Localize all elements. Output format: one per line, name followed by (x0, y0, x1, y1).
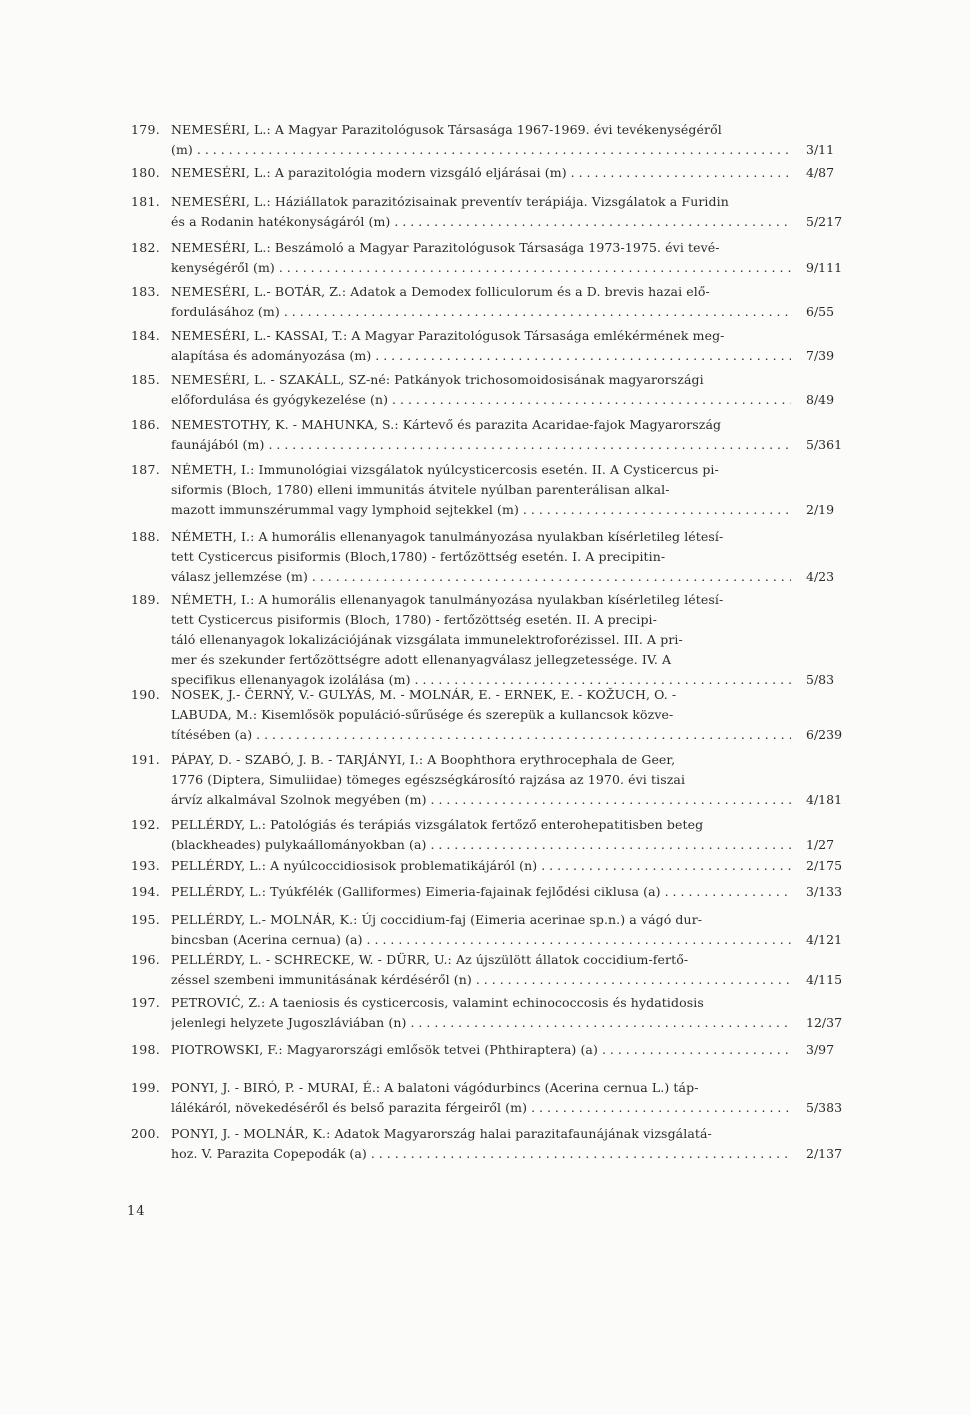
entry-text (171, 163, 791, 183)
entry-line: LABUDA, M.: Kisemlősök populáció-sűrűsége és szerepük a kullancsok közve- (171, 707, 674, 722)
entry-line: NEMESÉRI, L.: A parazitológia modern vizsgáló eljárásai (m) . . . (171, 163, 791, 183)
entry-text (171, 326, 791, 366)
entry-line: (m) . . . (171, 140, 791, 160)
entry-number: 180. (131, 165, 161, 180)
entry-reference: 12/37 (806, 1015, 843, 1030)
entry-line: mazott immunszérummal vagy lymphoid sejtekkel (m) . . . (171, 500, 791, 520)
entry-number: 197. (131, 995, 161, 1010)
entry-line: NEMESÉRI, L.- KASSAI, T.: A Magyar Parazitológusok Társasága emlékérmének meg- (171, 328, 725, 343)
entry-line: mer és szekunder fertőzöttségre adott ellenanyagválasz jellegzetessége. IV. A (171, 652, 672, 667)
entry-line: PONYI, J. - MOLNÁR, K.: Adatok Magyarország halai parazitafaunájának vizsgálatá- (171, 1126, 712, 1141)
entry-reference: 4/181 (806, 792, 843, 807)
entry-line: kenységéről (m) . . . (171, 258, 791, 278)
entry-line: válasz jellemzése (m) . . . (171, 567, 791, 587)
entry-line: tett Cysticercus pisiformis (Bloch, 1780) - fertőzöttség esetén. II. A precipi- (171, 612, 657, 627)
entry-line: títésében (a) . . . (171, 725, 791, 745)
entry-text (171, 120, 791, 160)
entry-line: PETROVIĆ, Z.: A taeniosis és cysticercosis, valamint echinococcosis és hydatidosis (171, 995, 704, 1010)
entry-text (171, 415, 791, 455)
entry-number: 189. (131, 592, 161, 607)
entry-text (171, 856, 791, 876)
entry-number: 200. (131, 1126, 161, 1141)
entry-line: specifikus ellenanyagok izolálása (m) . . . (171, 670, 791, 690)
entry-reference: 6/55 (806, 304, 835, 319)
entry-reference: 1/27 (806, 837, 835, 852)
entry-text (171, 950, 791, 990)
entry-line: siformis (Bloch, 1780) elleni immunitás átvitele nyúlban parenterálisan alkal- (171, 482, 670, 497)
entry-line: 1776 (Diptera, Simuliidae) tömeges egészségkárosító rajzása az 1970. évi tiszai (171, 772, 686, 787)
entry-text (171, 993, 791, 1033)
entry-line: és a Rodanin hatékonyságáról (m) . . . (171, 212, 791, 232)
entry-line: NÉMETH, I.: A humorális ellenanyagok tanulmányozása nyulakban kísérletileg létesí- (171, 529, 724, 544)
entry-text (171, 1078, 791, 1118)
entry-text (171, 685, 791, 745)
entry-line: PELLÉRDY, L.- MOLNÁR, K.: Új coccidium-faj (Eimeria acerinae sp.n.) a vágó dur- (171, 912, 703, 927)
entry-line: árvíz alkalmával Szolnok megyében (m) . . . (171, 790, 791, 810)
entry-reference: 8/49 (806, 392, 835, 407)
entry-line: alapítása és adományozása (m) . . . (171, 346, 791, 366)
entry-number: 196. (131, 952, 161, 967)
entry-line: NEMESÉRI, L.- BOTÁR, Z.: Adatok a Demodex folliculorum és a D. brevis hazai elő- (171, 284, 710, 299)
entry-number: 199. (131, 1080, 161, 1095)
entry-number: 198. (131, 1042, 161, 1057)
entry-number: 192. (131, 817, 161, 832)
entry-line: PONYI, J. - BIRÓ, P. - MURAI, É.: A balatoni vágódurbincs (Acerina cernua L.) táp- (171, 1080, 699, 1095)
entry-reference: 3/97 (806, 1042, 835, 1057)
entry-reference: 4/23 (806, 569, 835, 584)
entry-reference: 4/121 (806, 932, 843, 947)
entry-number: 194. (131, 884, 161, 899)
entry-line: PELLÉRDY, L. - SCHRECKE, W. - DÜRR, U.: Az újszülött állatok coccidium-fertő- (171, 952, 689, 967)
entry-number: 184. (131, 328, 161, 343)
entry-number: 193. (131, 858, 161, 873)
entry-reference: 5/217 (806, 214, 843, 229)
entry-text (171, 527, 791, 587)
entry-reference: 5/83 (806, 672, 835, 687)
entry-reference: 5/361 (806, 437, 843, 452)
entry-reference: 3/11 (806, 142, 835, 157)
entry-line: hoz. V. Parazita Copepodák (a) . . . (171, 1144, 791, 1164)
entry-reference: 9/111 (806, 260, 843, 275)
entry-line: bincsban (Acerina cernua) (a) . . . (171, 930, 791, 950)
entry-text (171, 1124, 791, 1164)
entry-text (171, 590, 791, 690)
entry-line: NÉMETH, I.: Immunológiai vizsgálatok nyúlcysticercosis esetén. II. A Cysticercus pi- (171, 462, 719, 477)
entry-line: fordulásához (m) . . . (171, 302, 791, 322)
entry-reference: 7/39 (806, 348, 835, 363)
entry-text (171, 370, 791, 410)
entry-line: lálékáról, növekedéséről és belső parazita férgeiről (m) . . . (171, 1098, 791, 1118)
entry-text (171, 1040, 791, 1060)
entry-text (171, 460, 791, 520)
entry-line: PELLÉRDY, L.: Patológiás és terápiás vizsgálatok fertőző enterohepatitisben beteg (171, 817, 704, 832)
entry-reference: 2/137 (806, 1146, 843, 1161)
entry-number: 185. (131, 372, 161, 387)
entry-number: 181. (131, 194, 161, 209)
entry-reference: 3/133 (806, 884, 843, 899)
entry-line: NEMESÉRI, L.: A Magyar Parazitológusok Társasága 1967-1969. évi tevékenységéről (171, 122, 722, 137)
entry-text (171, 750, 791, 810)
entry-line: PELLÉRDY, L.: A nyúlcoccidiosisok problematikájáról (n) . . . (171, 856, 791, 876)
entry-line: tett Cysticercus pisiformis (Bloch,1780) - fertőzöttség esetén. I. A precipitin- (171, 549, 666, 564)
entry-line: jelenlegi helyzete Jugoszláviában (n) . . . (171, 1013, 791, 1033)
entry-line: faunájából (m) . . . (171, 435, 791, 455)
entry-text (171, 282, 791, 322)
entry-line: NEMESÉRI, L.: Beszámoló a Magyar Parazitológusok Társasága 1973-1975. évi tevé- (171, 240, 720, 255)
entry-number: 187. (131, 462, 161, 477)
page-number: 14 (127, 1204, 146, 1219)
entry-line: előfordulása és gyógykezelése (n) . . . (171, 390, 791, 410)
entry-text (171, 815, 791, 855)
entry-text (171, 882, 791, 902)
entry-number: 186. (131, 417, 161, 432)
entry-line: PELLÉRDY, L.: Tyúkfélék (Galliformes) Eimeria-fajainak fejlődési ciklusa (a) . . . (171, 882, 791, 902)
entry-reference: 4/115 (806, 972, 843, 987)
entry-number: 182. (131, 240, 161, 255)
entry-line: PÁPAY, D. - SZABÓ, J. B. - TARJÁNYI, I.: A Boophthora erythrocephala de Geer, (171, 752, 676, 767)
entry-text (171, 238, 791, 278)
entry-reference: 4/87 (806, 165, 835, 180)
entry-reference: 2/19 (806, 502, 835, 517)
entry-reference: 5/383 (806, 1100, 843, 1115)
entry-text (171, 910, 791, 950)
entry-line: NOSEK, J.- ČERNÝ, V.- GULYÁS, M. - MOLNÁR, E. - ERNEK, E. - KOŽUCH, O. - (171, 687, 677, 702)
entry-line: NEMESTOTHY, K. - MAHUNKA, S.: Kártevő és parazita Acaridae-fajok Magyarország (171, 417, 722, 432)
entry-number: 195. (131, 912, 161, 927)
entry-line: (blackheades) pulykaállományokban (a) . . . (171, 835, 791, 855)
entry-number: 190. (131, 687, 161, 702)
entry-line: táló ellenanyagok lokalizációjának vizsgálata immunelektroforézissel. III. A pri- (171, 632, 683, 647)
entry-number: 183. (131, 284, 161, 299)
entry-reference: 6/239 (806, 727, 843, 742)
entry-number: 191. (131, 752, 161, 767)
entry-number: 179. (131, 122, 161, 137)
entry-number: 188. (131, 529, 161, 544)
entry-line: zéssel szembeni immunitásának kérdéséről (n) . . . (171, 970, 791, 990)
entry-line: NEMESÉRI, L. - SZAKÁLL, SZ-né: Patkányok trichosomoidosisának magyarországi (171, 372, 704, 387)
entry-line: PIOTROWSKI, F.: Magyarországi emlősök tetvei (Phthiraptera) (a) . . . (171, 1040, 791, 1060)
entry-reference: 2/175 (806, 858, 843, 873)
entry-text (171, 192, 791, 232)
entry-line: NÉMETH, I.: A humorális ellenanyagok tanulmányozása nyulakban kísérletileg létesí- (171, 592, 724, 607)
entry-line: NEMESÉRI, L.: Háziállatok parazitózisainak preventív terápiája. Vizsgálatok a Furidin (171, 194, 729, 209)
